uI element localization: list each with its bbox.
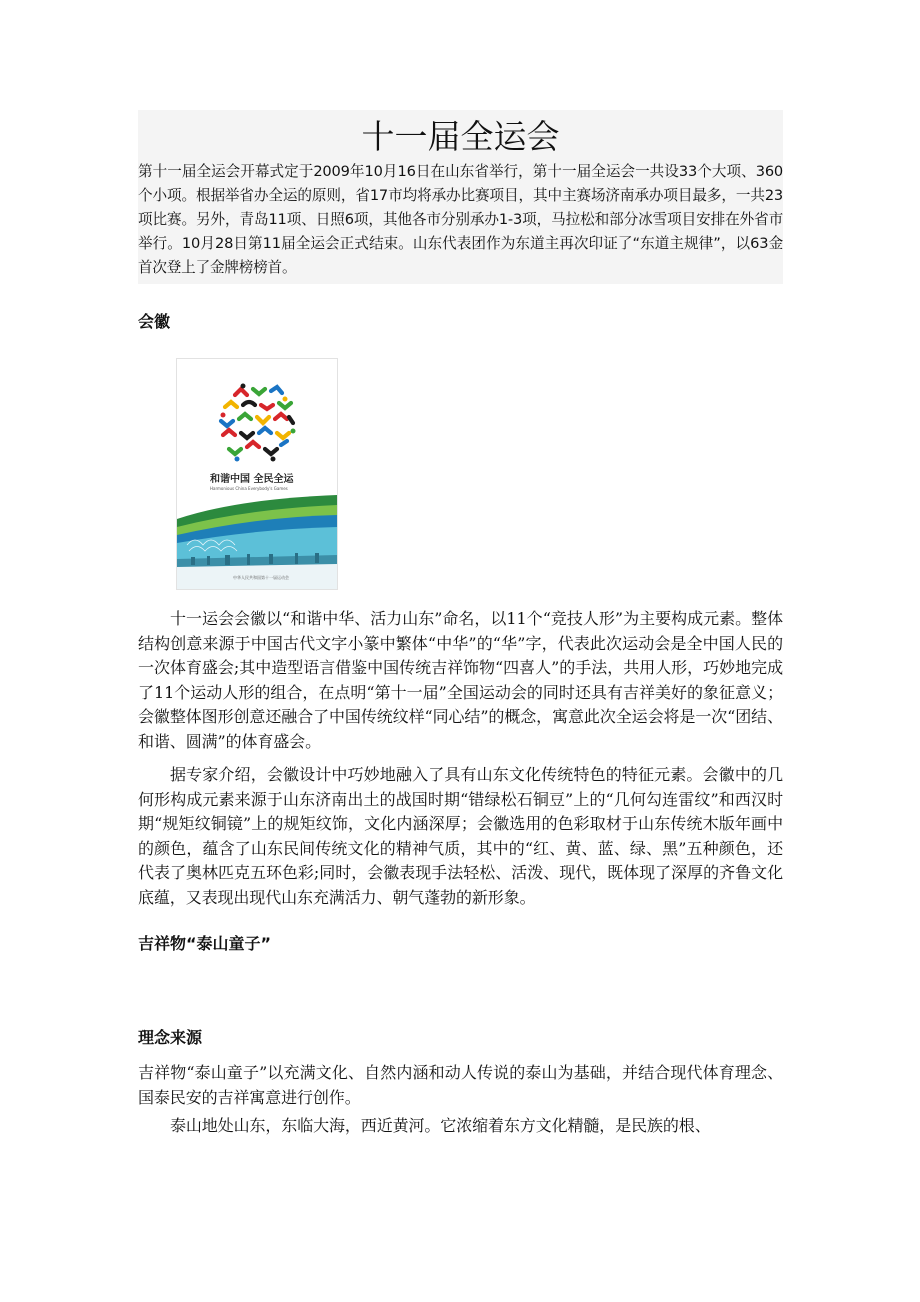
emblem-paragraph-2: 据专家介绍，会徽设计中巧妙地融入了具有山东文化传统特色的特征元素。会徽中的几何形构成元素来源于山东济南出土的战国时期“错绿松石铜豆”上的“几何勾连雷纹”和西汉时期“规矩纹铜镜”上的规矩纹饰，文化内涵深厚；会徽选用的色彩取材于山东传统木版年画中的颜色，蕴含了山东民间传统文化的精神气质，其中的“红、黄、蓝、绿、黑”五种颜色，还代表了奥林匹克五环色彩;同时，会徽表现手法轻松、活泼、现代，既体现了深厚的齐鲁文化底蕴，又表现出现代山东充满活力、朝气蓬勃的新形象。 xyxy=(138,765,783,907)
emblem-paragraph-1: 十一运会会徽以“和谐中华、活力山东”命名，以11个“竞技人形”为主要构成元素。整体结构创意来源于中国古代文字小篆中繁体“中华”的“华”字，代表此次运动会是全中国人民的一次体育盛会;其中造型语言借鉴中国传统吉祥饰物“四喜人”的手法，共用人形，巧妙地完成了11个运动人形的组合，在点明“第十一届”全国运动会的同时还具有吉祥美好的象征意义；会徽整体图形创意还融合了中国传统纹样“同心结”的概念，寓意此次全运会将是一次“团结、和谐、圆满”的体育盛会。 xyxy=(138,609,783,751)
concept-paragraph-1: 吉祥物“泰山童子”以充满文化、自然内涵和动人传说的泰山为基础，并结合现代体育理念、国泰民安的吉祥寓意进行创作。 xyxy=(138,1063,783,1107)
emblem-graphic xyxy=(177,359,337,589)
emblem-footer: 中华人民共和国第十一届运动会 xyxy=(233,575,289,580)
concept-heading: 理念来源 xyxy=(138,1028,203,1047)
emblem-slogan-cn: 和谐中国 全民全运 xyxy=(210,474,294,485)
concept-section xyxy=(138,1061,783,1139)
emblem-slogan-en: Harmonious China Everybody's Games xyxy=(210,486,288,491)
intro-block xyxy=(138,110,783,284)
page-title: 十一届全运会 xyxy=(361,117,560,156)
concept-paragraph-2: 泰山地处山东，东临大海，西近黄河。它浓缩着东方文化精髓，是民族的根、 xyxy=(170,1116,711,1135)
document-page xyxy=(138,110,783,1139)
emblem-image xyxy=(176,358,338,590)
emblem-description xyxy=(138,607,783,910)
intro-paragraph: 第十一届全运会开幕式定于2009年10月16日在山东省举行，第十一届全运会一共设33个大项、360个小项。根据举省办全运的原则，省17市均将承办比赛项目，其中主赛场济南承办项目最多，一共23项比赛。另外，青岛11项、日照6项，其他各市分别承办1-3项，马拉松和部分冰雪项目安排在外省市举行。10月28日第11届全运会正式结束。山东代表团作为东道主再次印证了“东道主规律”，以63金首次登上了金牌榜榜首。 xyxy=(138,163,783,276)
emblem-heading: 会徽 xyxy=(138,312,171,331)
mascot-heading: 吉祥物“泰山童子” xyxy=(138,934,272,953)
